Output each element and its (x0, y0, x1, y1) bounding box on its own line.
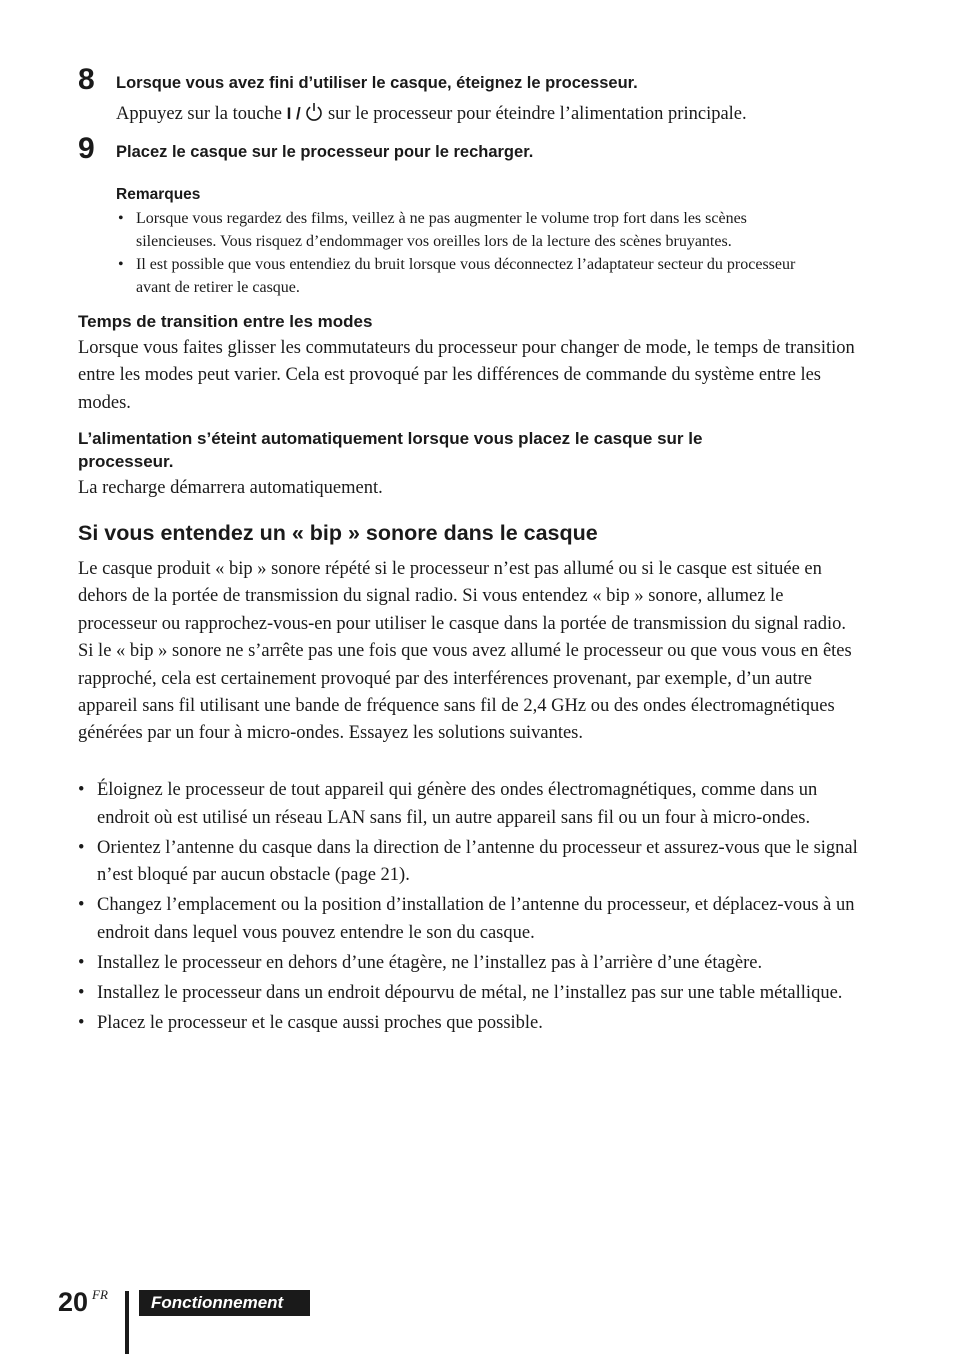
step-8-body-after: sur le processeur pour éteindre l’alimentation principale. (323, 104, 747, 124)
remark-item: • Lorsque vous regardez des films, veillez à ne pas augmenter le volume trop fort dans les scènes silencieuses. Vous risquez d’endommager vos oreilles lors de la lecture des scènes bruyantes. (116, 207, 828, 253)
page-language: FR (92, 1287, 108, 1302)
step-8-body-before: Appuyez sur la touche (116, 104, 287, 124)
beep-section-intro: Le casque produit « bip » sonore répété si le processeur n’est pas allumé ou si le casque est située en dehors de la portée de transmission du signal radio. Si vous entendez « bip » sonore, allumez le processeur ou rapprochez-vous-en pour utiliser le casque dans la portée de transmission du signal radio. Si le « bip » sonore ne s’arrête pas une fois que vous avez allumé le processeur ou que vous vous en êtes rapproché, cela est certainement provoqué par des interférences provenant, par exemple, d’un autre appareil sans fil utilisant une bande de fréquence sans fil de 2,4 GHz ou des ondes électromagnétiques générées par un four à micro-ondes. Essayez les solutions suivantes. (78, 559, 852, 744)
power-key-label: I / (286, 104, 301, 123)
step-9-heading: Placez le casque sur le processeur pour le recharger. (116, 143, 534, 161)
remarks-title: Remarques (116, 186, 201, 203)
transition-text: Lorsque vous faites glisser les commutateurs du processeur pour changer de mode, le temps de transition entre les modes peut varier. Cela est provoqué par les différences de commande du système entre les modes. (78, 338, 855, 413)
solution-item: • Installez le processeur dans un endroit dépourvu de métal, ne l’installez pas sur une table métallique. (78, 980, 860, 1008)
solution-item: • Éloignez le processeur de tout appareil qui génère des ondes électromagnétiques, comme dans un endroit où est utilisé un réseau LAN sans fil, un autre appareil sans fil ou un four à micro-ondes. (78, 777, 860, 832)
section-tab: Fonctionnement (139, 1290, 310, 1316)
solution-item: • Orientez l’antenne du casque dans la direction de l’antenne du processeur et assurez-vous que le signal n’est bloqué par aucun obstacle (page 21). (78, 835, 860, 890)
beep-solutions-list (78, 777, 860, 1040)
step-8-body (116, 102, 876, 128)
beep-section-heading: Si vous entendez un « bip » sonore dans le casque (78, 521, 598, 545)
power-icon (305, 102, 323, 128)
transition-heading: Temps de transition entre les modes (78, 312, 373, 331)
remarks-list (116, 207, 828, 299)
auto-off-heading: L’alimentation s’éteint automatiquement lorsque vous placez le casque sur le processeur. (78, 429, 703, 471)
solution-item: • Installez le processeur en dehors d’une étagère, ne l’installez pas à l’arrière d’une étagère. (78, 950, 860, 978)
remark-item: • Il est possible que vous entendiez du bruit lorsque vous déconnectez l’adaptateur secteur du processeur avant de retirer le casque. (116, 253, 828, 299)
solution-item: • Placez le processeur et le casque aussi proches que possible. (78, 1010, 860, 1038)
step-number-9: 9 (78, 132, 95, 165)
auto-off-text: La recharge démarrera automatiquement. (78, 478, 383, 498)
step-8-heading: Lorsque vous avez fini d’utiliser le casque, éteignez le processeur. (116, 74, 638, 92)
step-number-8: 8 (78, 63, 95, 96)
footer-divider (125, 1291, 129, 1354)
page-number: 20 (58, 1287, 89, 1317)
solution-item: • Changez l’emplacement ou la position d’installation de l’antenne du processeur, et déplacez-vous à un endroit dans lequel vous pouvez entendre le son du casque. (78, 892, 860, 947)
